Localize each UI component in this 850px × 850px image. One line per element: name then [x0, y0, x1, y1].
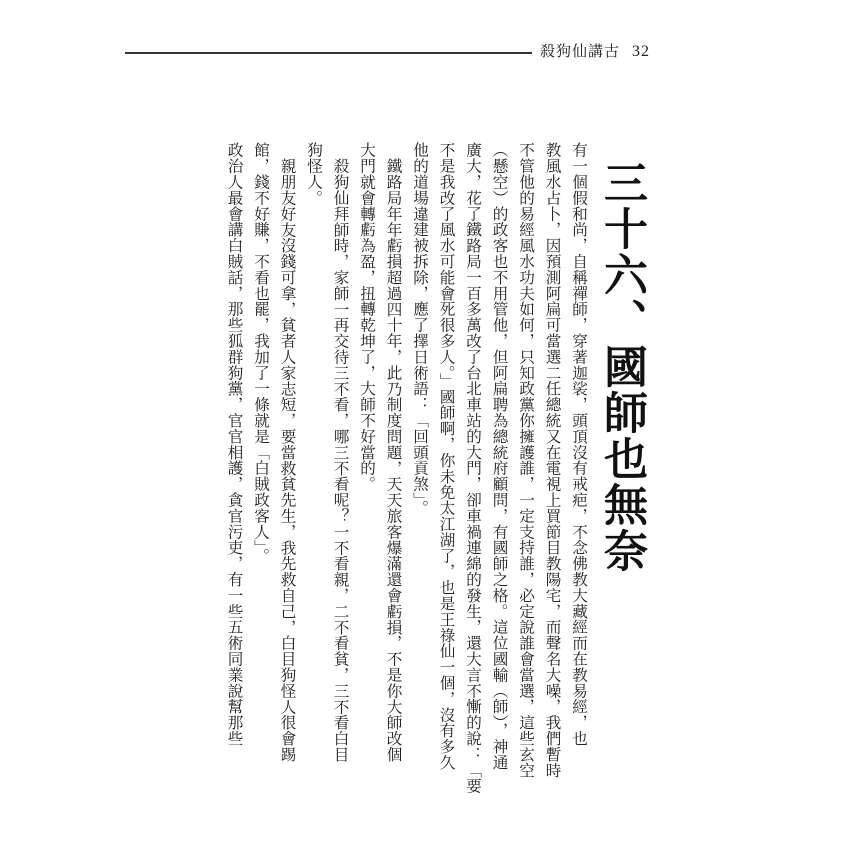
text-column: 政治人最會講白賊話，那些狐群狗黨，官官相護，貪官污吏，有一些五術同業說幫那些 — [225, 142, 244, 747]
text-column: 不管他的易經風水功夫如何，只知政黨你擁護誰，一定支持誰，必定說誰會當選，這些玄空 — [517, 142, 535, 778]
text-column: 館，錢不好賺，不看也罷，我加了一條就是「白賊政客人」。 — [252, 142, 270, 564]
text-column: 親朋友好友沒錢可拿，貧者人家志短，要當救貧先生，我先救自己，白目狗怪人很會踢 — [278, 158, 297, 763]
text-column: 鐵路局年年虧損超過四十年，此乃制度問題，天天旅客爆滿還會虧損，不是你大師改個 — [384, 158, 403, 763]
body-text — [221, 142, 592, 794]
page-number: 32 — [632, 43, 651, 60]
header-rule — [125, 52, 532, 54]
text-column: （懸空）的政客也不用管他，但阿扁聘為總統府顧問，有國師之格。這位國輸（師），神通 — [490, 142, 509, 771]
text-column: 殺狗仙拜師時，家師一再交待三不看，哪三不看呢？一不看親，二不看貧，三不看白目 — [331, 158, 350, 763]
text-column: 狗怪人。 — [305, 142, 323, 206]
chapter-title: 三十六、國師也無奈 — [596, 160, 647, 574]
text-column: 不是我改了風水可能會死很多人。」國師啊，你未免太江湖了，也是王祿仙一個，沒有多久 — [437, 142, 456, 771]
running-header — [540, 40, 650, 61]
text-column: 他的道場違建被拆除，應了擇日術語：「回頭貢煞」。 — [411, 142, 429, 516]
book-title: 殺狗仙講古 — [540, 42, 621, 60]
text-column: 大門就會轉虧為盈，扭轉乾坤了，大師不好當的。 — [358, 142, 376, 492]
text-column: 教風水占卜，因預測阿扁可當選二任總統又在電視上買節目教陽宅，而聲名大噪，我們暫時 — [543, 142, 562, 778]
text-column: 有一個假和尚，自稱禪師，穿著迦裟，頭頂沒有戒疤，不念佛教大藏經而在教易經，也 — [570, 142, 588, 747]
text-column: 廣大，花了鐵路局一百多萬改了台北車站的大門，卻車禍連綿的發生，還大言不慚的說：「要 — [464, 142, 482, 794]
